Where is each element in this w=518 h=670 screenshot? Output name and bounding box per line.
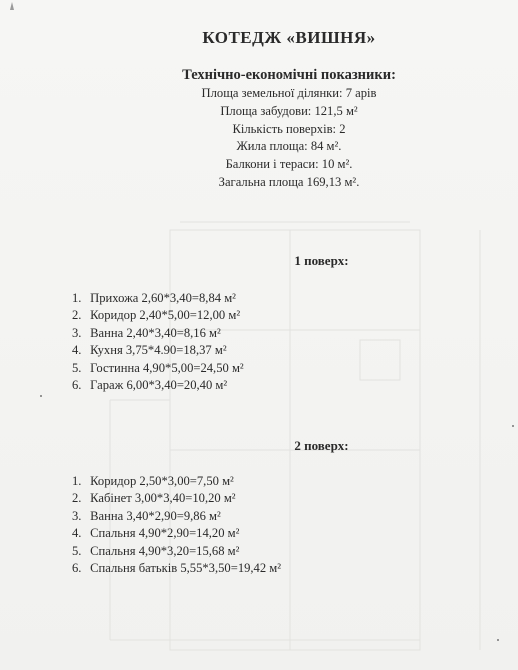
list-item (72, 325, 244, 342)
floor-2-title: 2 поверх: (294, 438, 349, 453)
list-item (72, 543, 281, 560)
indicator-line: Жила площа: 84 м². (236, 139, 342, 154)
list-item (72, 490, 281, 507)
page-title: КОТЕДЖ «ВИШНЯ» (202, 28, 376, 47)
room-text: Спальня 4,90*2,90=14,20 м² (90, 526, 240, 541)
list-item (72, 473, 281, 490)
indicator-line: Загальна площа 169,13 м². (218, 174, 360, 189)
room-number: 3. (72, 508, 82, 523)
room-number: 1. (72, 474, 82, 488)
list-item (72, 560, 281, 577)
list-item (72, 508, 281, 525)
indicator-line: Площа земельної ділянки: 7 арів (201, 86, 377, 100)
room-number: 3. (72, 325, 82, 340)
room-number: 6. (72, 378, 82, 393)
list-item (72, 360, 244, 377)
scan-speck (497, 639, 499, 641)
indicator-line: Кількість поверхів: 2 (232, 121, 346, 136)
list-item (72, 525, 281, 542)
room-text: Ванна 3,40*2,90=9,86 м² (90, 508, 221, 523)
room-number: 4. (72, 526, 82, 541)
scan-speck (512, 425, 514, 427)
list-item (72, 377, 244, 394)
floor-2-room-list (72, 473, 281, 577)
room-number: 5. (72, 360, 82, 375)
room-text: Гараж 6,00*3,40=20,40 м² (90, 378, 228, 393)
list-item (72, 290, 244, 307)
floor-1-title: 1 поверх: (294, 253, 349, 268)
indicator-line: Площа забудови: 121,5 м² (220, 103, 358, 118)
room-text: Ванна 2,40*3,40=8,16 м² (90, 325, 221, 340)
list-item (72, 307, 244, 324)
room-text: Гостинна 4,90*5,00=24,50 м² (90, 360, 244, 375)
room-text: Спальня батьків 5,55*3,50=19,42 м² (90, 561, 282, 576)
room-number: 2. (72, 308, 82, 323)
list-item (72, 342, 244, 359)
room-number: 2. (72, 491, 82, 506)
room-number: 4. (72, 343, 82, 358)
room-number: 1. (72, 291, 82, 305)
indicators-heading: Технічно-економічні показники: (182, 67, 396, 83)
indicator-line: Балкони і тераси: 10 м². (225, 157, 353, 172)
scan-speck (40, 395, 42, 397)
room-text: Коридор 2,40*5,00=12,00 м² (90, 308, 241, 323)
room-number: 6. (72, 561, 82, 576)
room-number: 5. (72, 543, 82, 558)
technical-indicators (0, 66, 518, 192)
floor-1-room-list (72, 290, 244, 394)
room-text: Кухня 3,75*4.90=18,37 м² (90, 343, 227, 358)
room-text: Прихожа 2,60*3,40=8,84 м² (90, 291, 236, 305)
room-text: Спальня 4,90*3,20=15,68 м² (90, 543, 240, 558)
room-text: Кабінет 3,00*3,40=10,20 м² (90, 491, 236, 506)
room-text: Коридор 2,50*3,00=7,50 м² (90, 474, 234, 488)
